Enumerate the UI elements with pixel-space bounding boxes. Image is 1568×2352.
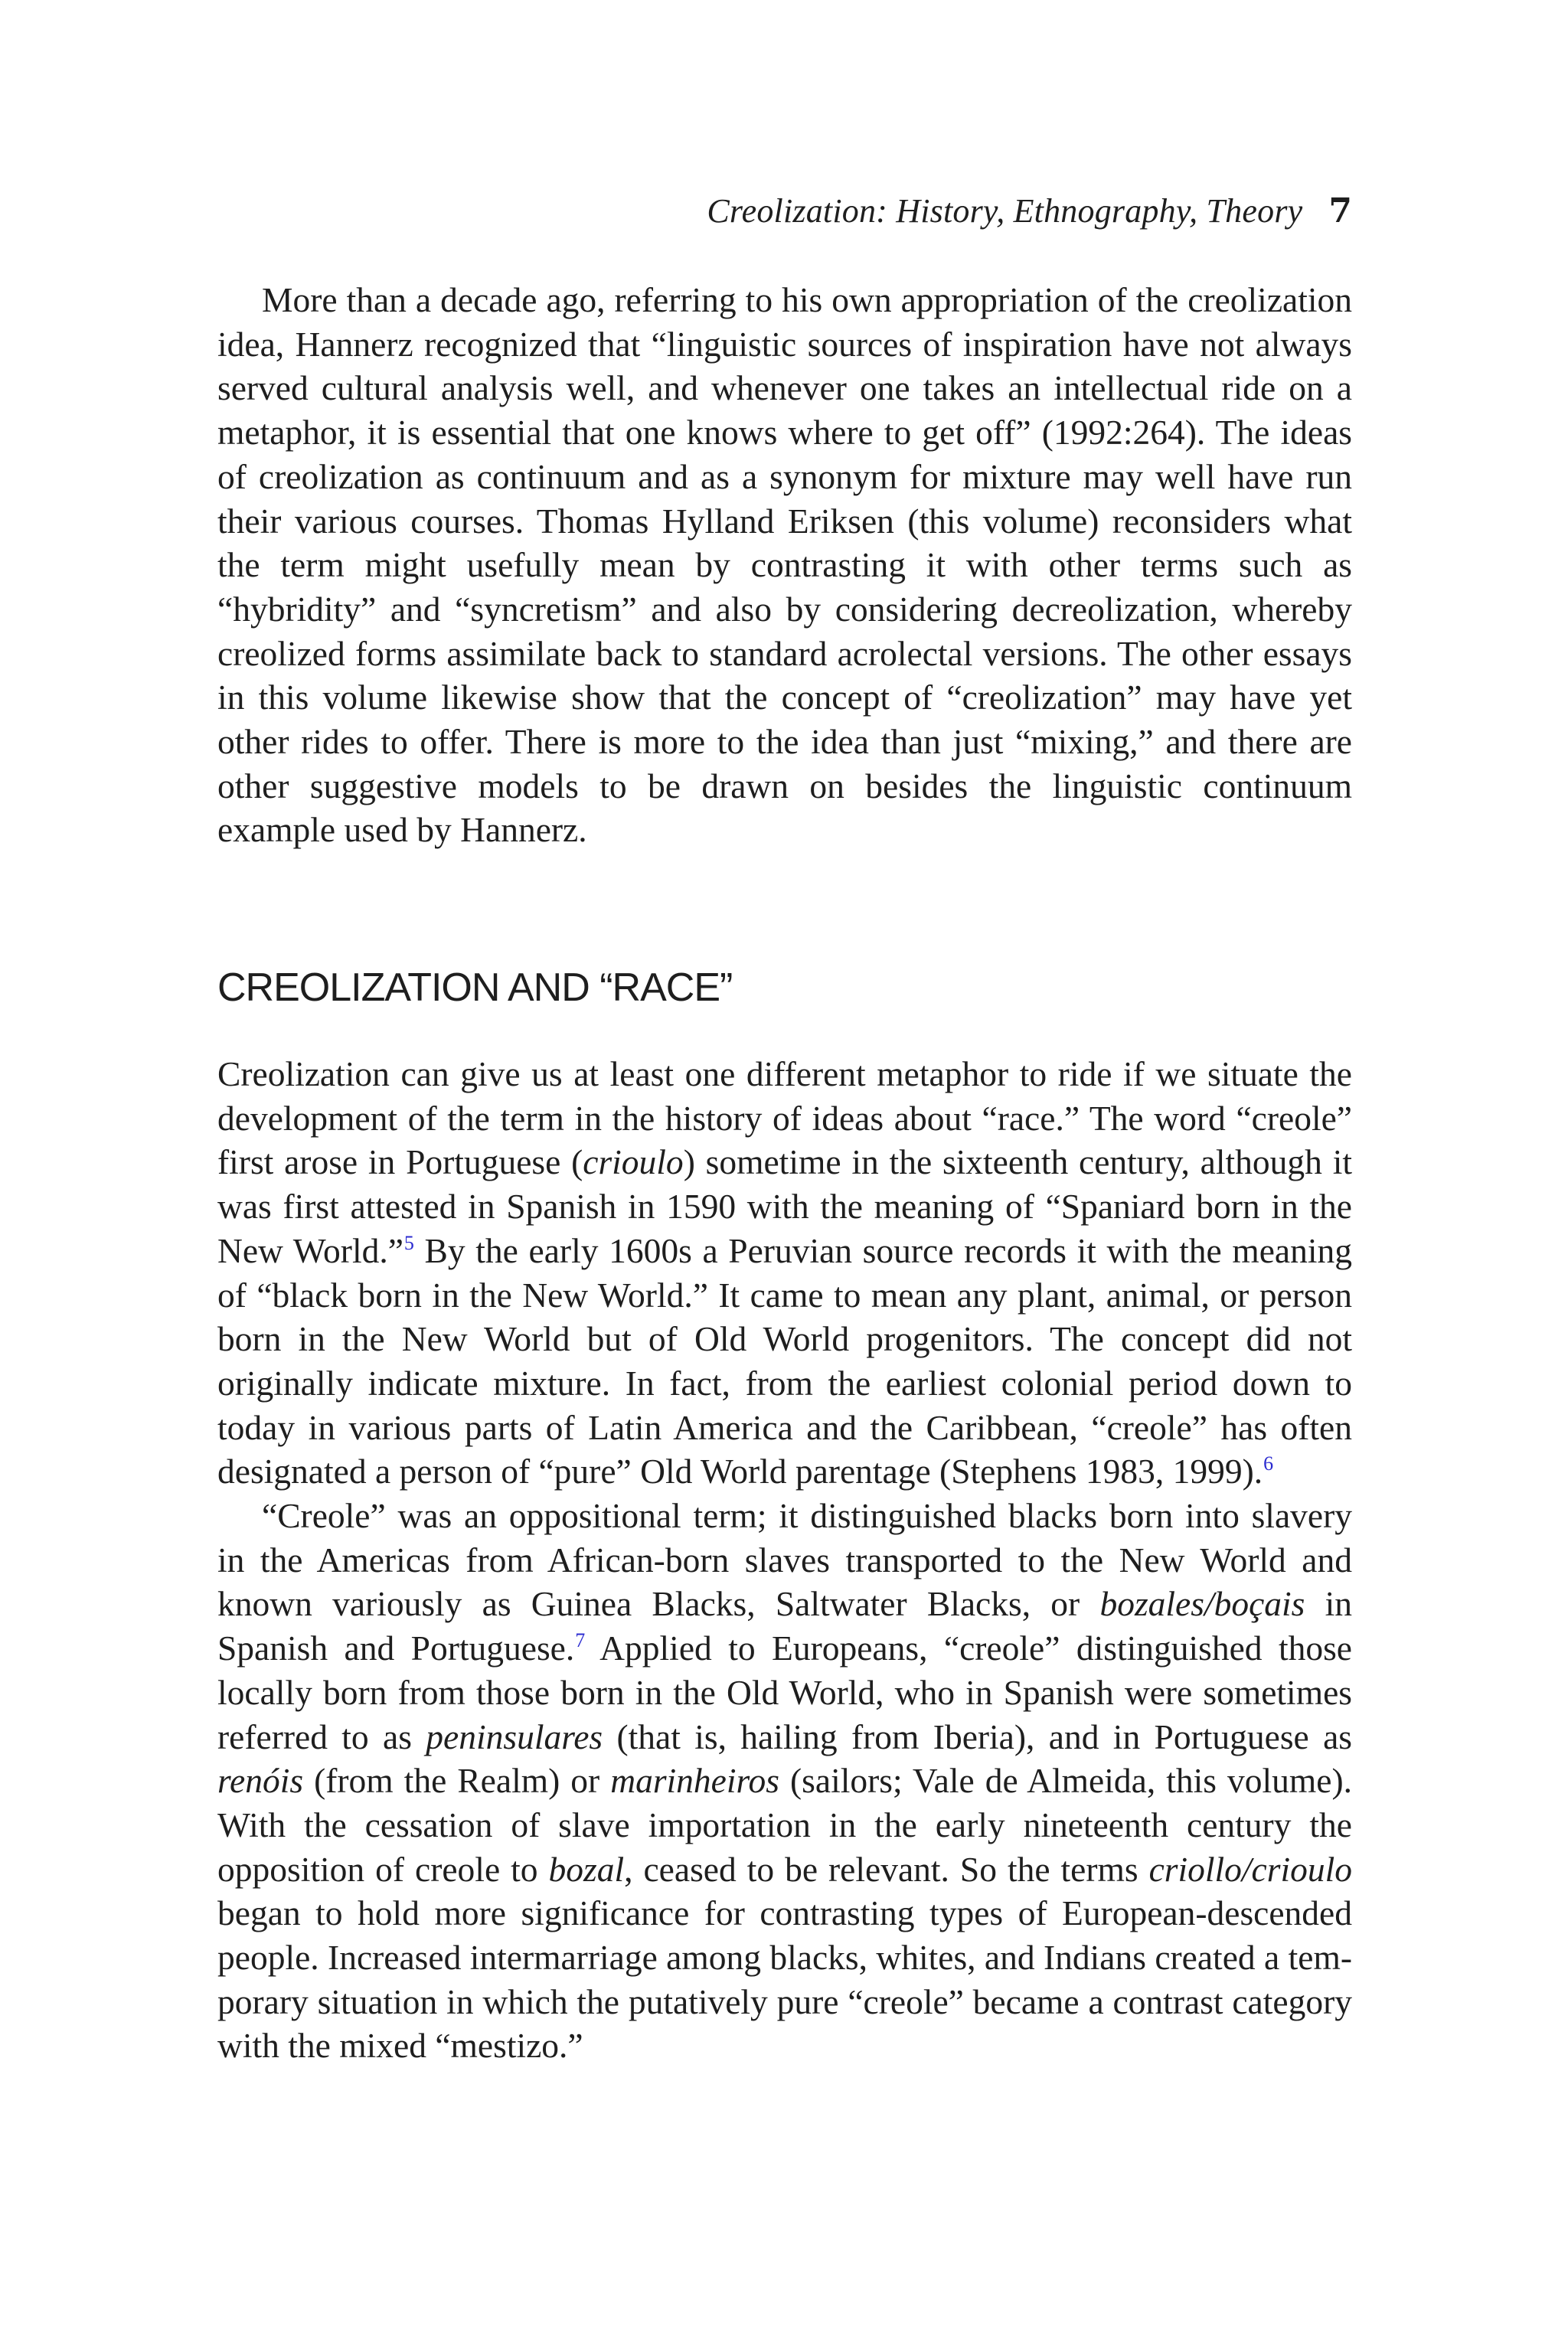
italic-term: crioulo bbox=[583, 1142, 684, 1182]
footnote-ref-5[interactable]: 5 bbox=[403, 1231, 414, 1254]
race-section bbox=[217, 1052, 1352, 2068]
opening-section bbox=[217, 278, 1352, 852]
footnote-ref-6[interactable]: 6 bbox=[1263, 1452, 1274, 1475]
italic-term: bozal bbox=[548, 1849, 625, 1889]
footnote-ref-7[interactable]: 7 bbox=[575, 1629, 586, 1652]
paragraph-hannerz: More than a decade ago, referring to his own appropriation of the creolization idea, Hannerz recognized that “linguistic sources of inspiration have not always served cultural analysis well, and whenever one takes an intellectual ride on a metaphor, it is essential that one knows where to get off” (1992:264). The ideas of creolization as continuum and as a synonym for mixture may well have run their various courses. Thomas Hylland Eriksen (this volume) reconsiders what the term might usefully mean by contrasting it with other terms such as “hybridity” and “syncretism” and also by considering decreolization, whereby creolized forms assimilate back to standard acrolectal versions. The other essays in this volume likewise show that the concept of “creolization” may have yet other rides to offer. There is more to the idea than just “mixing,” and there are other suggestive models to be drawn on besides the linguistic continuum example used by Hannerz. bbox=[217, 280, 1352, 850]
paragraph-creole-origin: Creolization can give us at least one different metaphor to ride if we situate the development of the term in the history of ideas about “race.” The word “creole” first arose in Portuguese (crioulo) sometime in the sixteenth century, although it was first attested in Spanish in 1590 with the meaning of “Spaniard born in the New World.”$^5$ By the early 1600s a Peruvian source records it with the meaning of “black born in the New World.” It came to mean any plant, animal, or person born in the New World but of Old World progenitors. The concept did not originally indicate mixture. In fact, from the earliest colonial period down to today in various parts of Latin America and the Caribbean, “creole” has often designated a person of “pure” Old World parentage (Stephens 1983, 1999).$^6$ bbox=[217, 1054, 1352, 1491]
italic-term: peninsulares bbox=[426, 1717, 603, 1756]
italic-term: criollo/crioulo bbox=[1148, 1849, 1352, 1889]
page-number: 7 bbox=[1328, 191, 1352, 230]
italic-term: bozales/boçais bbox=[1099, 1584, 1305, 1624]
book-page bbox=[217, 184, 1352, 2251]
running-title: Creolization: History, Ethnography, Theory bbox=[707, 192, 1303, 230]
italic-term: marinheiros bbox=[610, 1761, 779, 1801]
section-heading: CREOLIZATION AND “RACE” bbox=[217, 965, 733, 1010]
running-head bbox=[707, 191, 1352, 230]
paragraph-oppositional-term: “Creole” was an oppositional term; it distinguished blacks born into slavery in the Americas from African-born slaves transported to the New World and known variously as Guinea Blacks, Saltwater Blacks, or bozales/boçais in Spanish and Portuguese.$^7$ Applied to Europeans, “creole” distinguished those locally born from those born in the Old World, who in Spanish were sometimes referred to as peninsulares (that is, hailing from Iberia), and in Portuguese as renóis (from the Realm) or marinheiros (sailors; Vale de Almeida, this volume). With the cessation of slave importation in the early nineteenth century the opposition of creole to bozal, ceased to be relevant. So the terms criollo/crioulo began to hold more significance for contrasting types of European-descended people. Increased intermarriage among blacks, whites, and Indians created a temporary situation in which the putatively pure “creole” became a contrast category with the mixed “mestizo.” bbox=[217, 1496, 1352, 2066]
italic-term: renóis bbox=[217, 1761, 304, 1801]
